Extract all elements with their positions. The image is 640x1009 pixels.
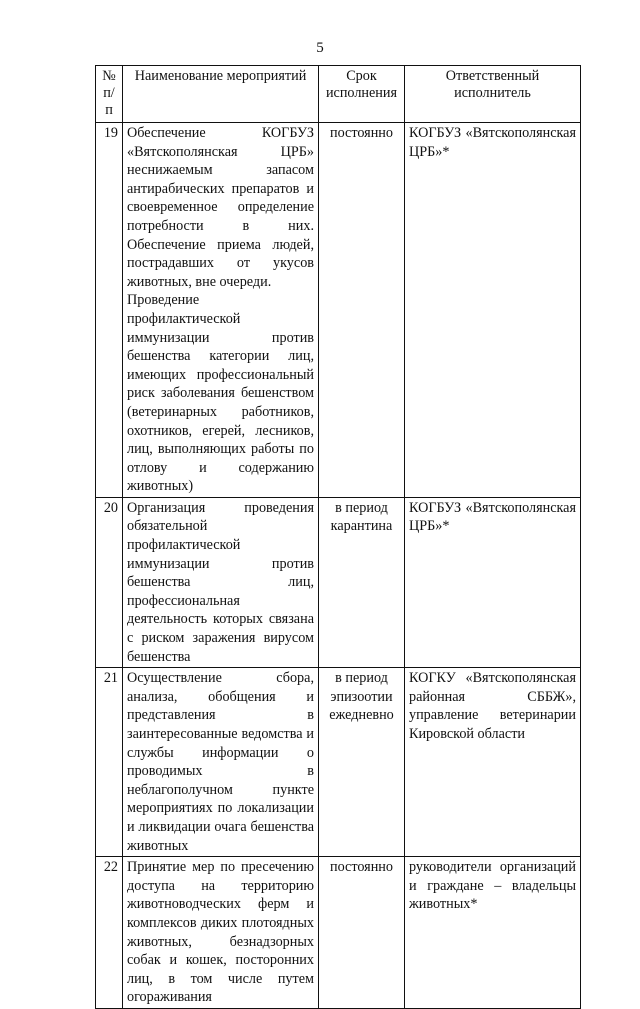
header-term-line: Срок (346, 68, 377, 84)
row-responsible: КОГКУ «Вятскополянская районная СББЖ», управление ветеринарии Кировской области (405, 668, 581, 857)
term-line: карантина (330, 518, 393, 535)
row-number: 22 (96, 857, 123, 1009)
row-responsible: КОГБУЗ «Вятскополянская ЦРБ»* (405, 497, 581, 667)
term-line: ежедневно (329, 707, 394, 724)
term-line: постоянно (330, 859, 393, 876)
table-row (96, 497, 581, 667)
table-row (96, 857, 581, 1009)
header-name: Наименование мероприятий (123, 66, 319, 123)
header-number-line: № (102, 68, 116, 84)
row-measure: Осуществление сбора, анализа, обобщения и представления в заинтересованные ведомства и службы информации о проводимых в неблагополучном пункте мероприятиях по локализации и ликвидации очага бешенства животных (123, 668, 319, 857)
row-number: 20 (96, 497, 123, 667)
row-measure (123, 123, 319, 498)
measure-paragraph: Проведение профилактической иммунизации против бешенства категории лиц, имеющих профессиональный риск заболевания бешенством (ветеринарных работников, охотников, егерей, лесников, лиц, выполняющих работы по отлову и содержанию животных) (127, 292, 314, 495)
header-term-line: исполнения (325, 85, 398, 101)
row-responsible: руководители организаций и граждане – владельцы животных* (405, 857, 581, 1009)
table-row (96, 123, 581, 498)
row-term (319, 497, 405, 667)
term-line: в период (335, 670, 388, 687)
term-line: постоянно (330, 125, 393, 141)
table-row (96, 668, 581, 857)
table-header-row (96, 66, 581, 123)
row-responsible: КОГБУЗ «Вятскополянская ЦРБ»* (405, 123, 581, 498)
row-number: 21 (96, 668, 123, 857)
row-number: 19 (96, 123, 123, 498)
header-responsible (405, 66, 581, 123)
header-number (96, 66, 123, 123)
row-term (319, 668, 405, 857)
measures-table (95, 65, 581, 1009)
header-number-line: п/п (103, 85, 115, 118)
row-term (319, 857, 405, 1009)
header-responsible-line: Ответственный (445, 68, 540, 84)
page-number: 5 (316, 40, 324, 56)
term-line: эпизоотии (330, 688, 393, 705)
row-term (319, 123, 405, 498)
header-term (319, 66, 405, 123)
header-responsible-line: исполнитель (454, 85, 531, 101)
row-measure: Принятие мер по пресечению доступа на территорию животноводческих ферм и комплексов диких плотоядных животных, безнадзорных собак и кошек, посторонних лиц, в том числе путем огораживания (123, 857, 319, 1009)
row-measure: Организация проведения обязательной профилактической иммунизации против бешенства лиц, профессиональная деятельность которых связана с риском заражения вирусом бешенства (123, 497, 319, 667)
measure-paragraph: Обеспечение КОГБУЗ «Вятскополянская ЦРБ» неснижаемым запасом антирабических препаратов и своевременное определение потребности в них. Обеспечение приема людей, пострадавших от укусов животных, вне очереди. (127, 125, 314, 290)
term-line: в период (335, 499, 388, 516)
